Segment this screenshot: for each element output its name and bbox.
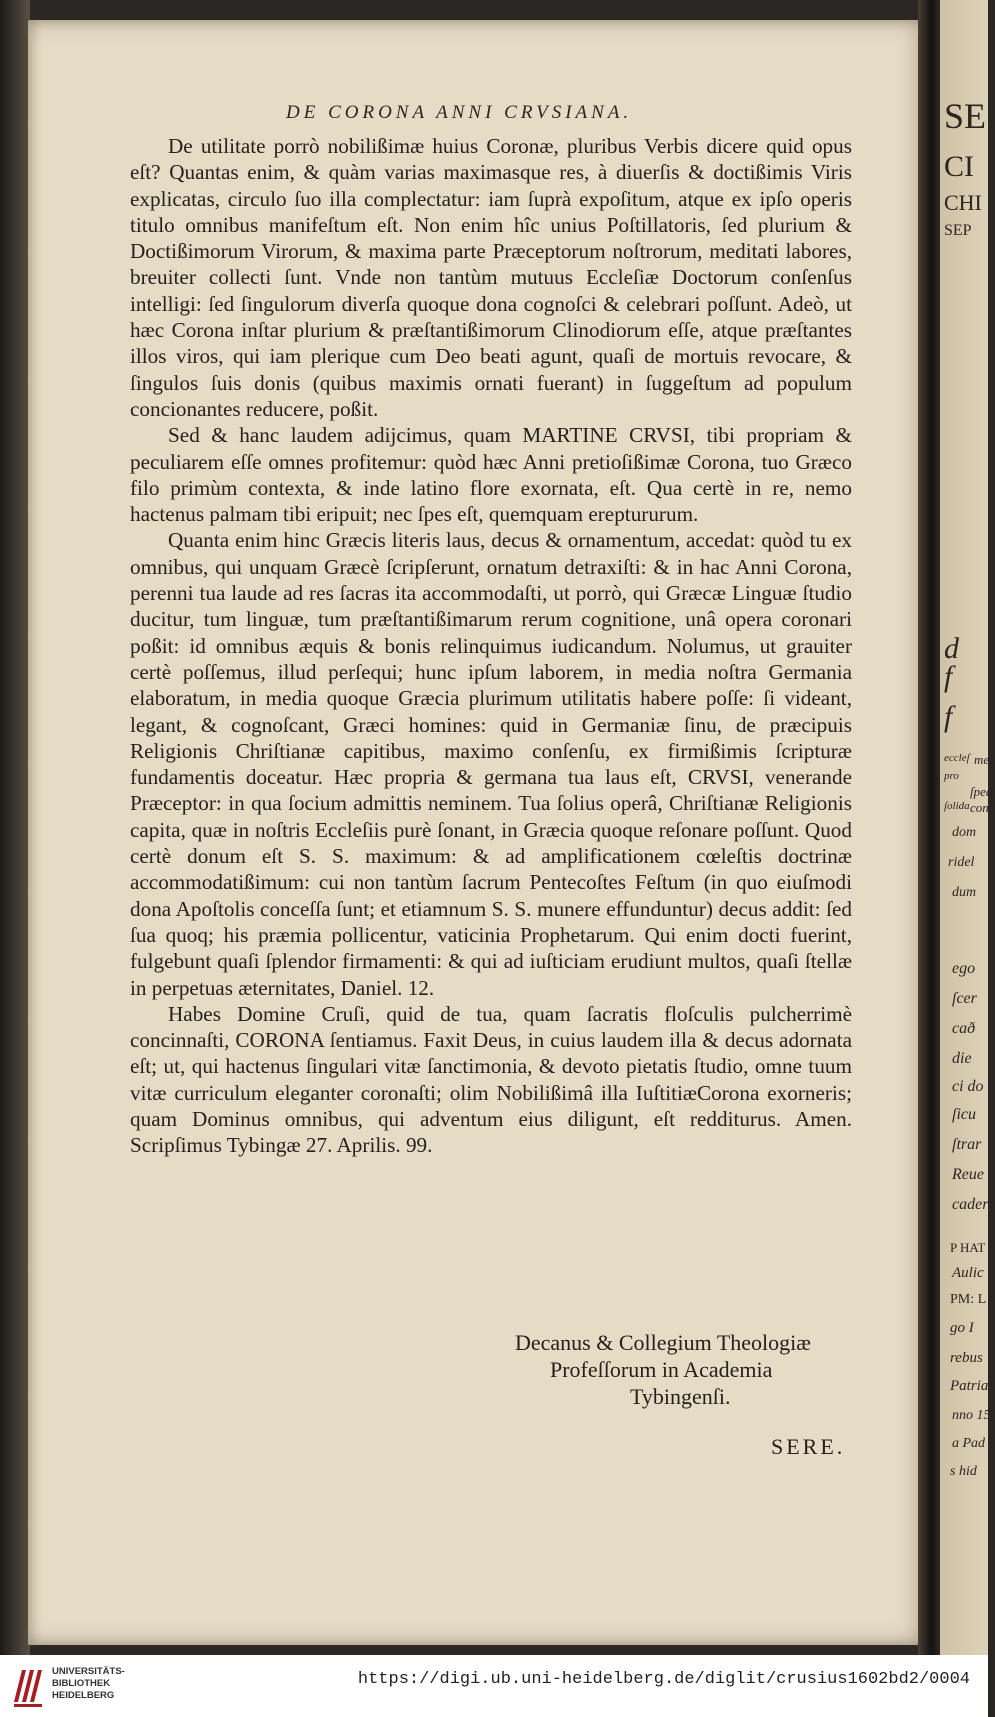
margin-fragment: a Pad	[952, 1436, 986, 1451]
left-page-edge	[0, 0, 30, 1655]
library-name: UNIVERSITÄTS- BIBLIOTHEK HEIDELBERG	[52, 1666, 125, 1701]
margin-fragment: s hid	[950, 1464, 977, 1479]
paragraph: De utilitate porrò nobilißimæ huius Coronæ, pluribus Verbis dicere quid opus eſt? Quantas enim, & quàm varias maximasque res, à diuerſis & doctißimis Viris explicatas, circulo ſuo illa complectatur: iam ſuprà expoſitum, atque ex ipſo operis titulo omnibus manifeſtum eſt. Non enim hîc unius Poſtillatoris, ſed plurium & Doctißimorum Virorum, & maxima parte Præceptorum noſtrorum, meditati labores, breuiter collecti ſunt. Vnde non tantùm mutuus Eccleſiæ Doctorum conſenſus intelligi: ſed ſingulorum diverſa quoque dona cognoſci & celebrari poſſunt. Adeò, ut hæc Corona inſtar plurium & præſtantißimorum Clinodiorum eſſe, atque præſtantes illos viros, qui iam plerique cum Deo beati agunt, quaſi de mortuis revocare, & ſingulos ſuis donis (quibus maximis ornati fuerant) in ſuggeſtum ad populum concionantes reducere, poßit.	[130, 134, 852, 421]
margin-fragment: P HAT	[950, 1240, 986, 1255]
margin-fragment: pro	[944, 770, 959, 782]
library-logo-icon	[12, 1662, 46, 1710]
signature-line: Tybingenſi.	[630, 1384, 731, 1409]
margin-fragment: PM: L	[950, 1292, 987, 1307]
margin-fragment: ridel	[948, 855, 975, 870]
signature-line: Profeſſorum in Academia	[550, 1357, 773, 1382]
margin-fragment: Aulic	[952, 1265, 984, 1281]
catchword: SERE.	[771, 1434, 846, 1459]
margin-fragment: dum	[952, 885, 977, 900]
margin-fragment: SE	[944, 96, 987, 136]
margin-fragment: f	[944, 660, 953, 693]
margin-fragment: CI	[944, 150, 974, 183]
margin-fragment: nno 15	[952, 1408, 991, 1423]
margin-fragment: eccleſ	[944, 752, 970, 764]
margin-fragment: ſcer	[952, 990, 977, 1007]
margin-fragment: ſpeci	[970, 784, 995, 799]
margin-fragment: cað	[952, 1020, 976, 1037]
margin-fragment: ſtrar	[952, 1136, 982, 1153]
margin-fragment: me	[974, 752, 990, 767]
margin-fragment: d	[944, 632, 959, 665]
margin-fragment: ci do	[952, 1078, 984, 1095]
margin-fragment: ſicu	[952, 1106, 976, 1123]
signature-line: Decanus & Collegium Theologiæ	[515, 1330, 811, 1355]
margin-fragment: go I	[950, 1320, 974, 1336]
margin-fragment: die	[952, 1050, 972, 1067]
paragraph: Sed & hanc laudem adijcimus, quam MARTINE CRVSI, tibi propriam & peculiarem eſſe omnes profitemur: quòd hæc Anni pretioſißimæ Corona, tuo Græco filo primùm contexta, & inde latino flore exornata, eſt. Qua certè in re, nemo hactenus palmam tibi eripuit; nec ſpes eſt, quemquam ereptururum.	[130, 423, 852, 527]
next-page-edge	[940, 0, 995, 1655]
paragraph: Habes Domine Cruſi, quid de tua, quam ſacratis floſculis pulcherrimè concinnaſti, CORONA ſentiamus. Faxit Deus, in cuius laudem illa & decus adornata eſt; ut, qui hactenus ſingulari vitæ ſanctimonia, & devoto pietatis ſtudio, omne tuum vitæ curriculum eleganter coronaſti; olim Nobilißimâ illa IuſtitiæCorona exorneris; quam Dominus omnibus, qui adventum eius diligunt, eſt redditurus. Amen. Scripſimus Tybingæ 27. Aprilis. 99.	[130, 1001, 852, 1158]
margin-fragment: SEP	[944, 222, 972, 239]
body-text	[130, 133, 852, 1159]
margin-fragment: rebus	[950, 1350, 983, 1366]
margin-fragment: Patria	[950, 1378, 989, 1394]
margin-fragment: CHI	[944, 190, 982, 215]
paragraph: Quanta enim hinc Græcis literis laus, decus & ornamentum, accedat: quòd tu ex omnibus, qui unquam Græcè ſcripſerunt, ornatum detraxiſti: & in hac Anni Corona, perenni tua laude ad res ſacras ita accommodaſti, ut porrò, qui Græcæ Linguæ ſtudio ducitur, tum linguæ, tum præſtantißimarum rerum cognitione, unâ opera coronari poßit: id omnibus æquis & bonis relinquimus iudicandum. Nolumus, ut grauiter certè poſſemus, illud perſequi; hunc ipſum laborem, in media noſtra Germania elaboratum, in media quoque Græcia plurimum utilitatis habere poſſe: ſi videant, legant, & cognoſcant, Græci homines: quid in Germaniæ ſinu, de præcipuis Religionis Chriſtianæ capitibus, maximo conſenſu, ex firmißimis ſcripturæ fundamentis doceatur. Hæc propria & germana tua laus eſt, CRVSI, venerande Præceptor: in qua ſocium admittis neminem. Tua ſolius operâ, Chriſtianæ Religionis capita, quæ in noſtris Eccleſiis purè ſonant, in Græcia quoque reſonare poſſunt. Quod certè donum eſt S. S. maximum: & ad amplificationem cœleſtis doctrinæ accommodatißimum: cui non tantùm ſacrum Pentecoſtes Feſtum (in quo eiuſmodi dona Apoſtolis conceſſa ſunt; et etiamnum S. S. munere effunduntur) decus addit: ſed ſua quoq; his præmia pollicentur, vaticinia Prophetarum. Qui enim docti fuerint, fulgebunt quaſi ſplendor firmamenti: & qui ad iuſticiam erudiunt multos, quaſi ſtellæ in perpetuas æternitates, Daniel. 12.	[130, 528, 852, 1000]
signature-block	[515, 1329, 811, 1410]
margin-fragment: dom	[952, 825, 977, 840]
book-gutter	[918, 0, 940, 1655]
permalink-url[interactable]: https://digi.ub.uni-heidelberg.de/diglit/crusius1602bd2/0004	[357, 1670, 970, 1689]
margin-fragment: cader	[952, 1196, 989, 1213]
margin-fragment: ſolida	[944, 800, 970, 812]
running-head: DE CORONA ANNI CRVSIANA.	[286, 102, 633, 123]
margin-fragment: Reue	[952, 1166, 984, 1183]
margin-fragment: f	[944, 700, 953, 733]
margin-fragment: ego	[952, 960, 976, 977]
margin-fragment: conc	[970, 800, 995, 815]
